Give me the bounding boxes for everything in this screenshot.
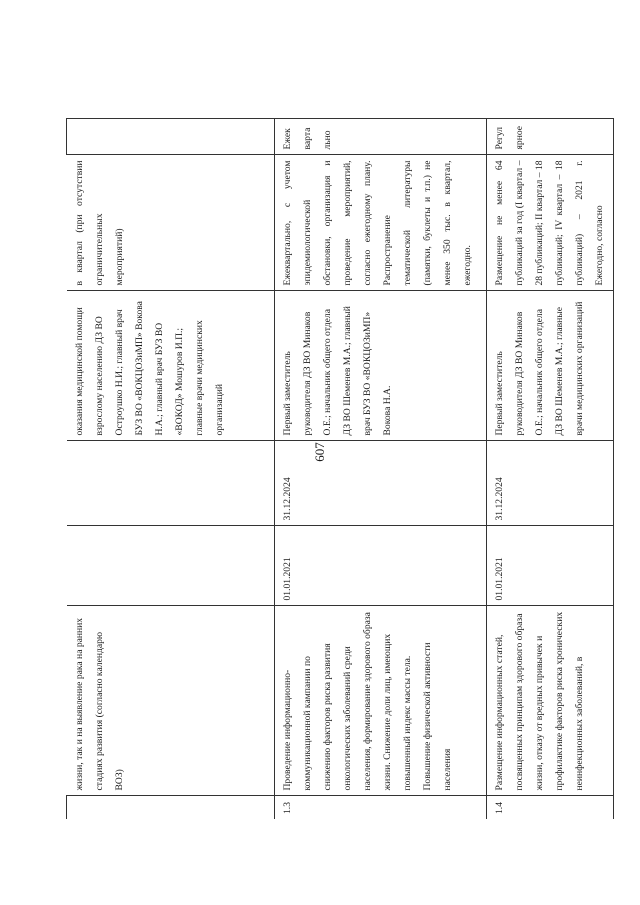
result-cell: Размещение не менее 64 публикаций за год (I квартал – 28 публикаций; II квартал – 18 публикаций; IV квартал – 18 публикаций) – 2021 г. Ежегодно, согласно — [487, 155, 614, 291]
measure-title-text: жизни, так и на выявление рака на ранних стадиях развития (согласно календарю ВОЗ) — [73, 617, 125, 791]
frequency-cell — [67, 119, 275, 155]
start-date-cell: 01.01.2021 — [487, 526, 614, 606]
measure-title-cell — [67, 606, 275, 796]
rotated-page-content — [66, 119, 608, 819]
end-date-cell — [67, 441, 275, 526]
responsible-cell: Первый заместитель руководителя ДЗ ВО Минаков О.Е.; начальник общего отдела ДЗ ВО Шеменев М.А.; главный врач БУЗ ВО «ВОКЦОЗиМП» Вокова Н.А. — [275, 291, 487, 441]
row-number-cell: 1.4 — [487, 796, 614, 819]
row-number-cell: 1.3 — [275, 796, 487, 819]
table-row — [67, 119, 275, 819]
table-row — [487, 119, 614, 819]
page-number: 607 — [312, 442, 327, 462]
result-cell: Ежеквартально, с учетом эпидемиологической обстановки, организация и проведение мероприятий, согласно ежегодному плану. Распространение тематической литературы (памятки, буклеты и т.п.) не менее 350 тыс. в квартал, ежегодно. — [275, 155, 487, 291]
end-date-cell: 31.12.2024 — [487, 441, 614, 526]
result-cell: в квартал (при отсутствии ограничительных мероприятий) — [67, 155, 275, 291]
start-date-cell: 01.01.2021 — [275, 526, 487, 606]
responsible-cell: оказания медицинской помощи взрослому населению ДЗ ВО Остроушко Н.И.; главный врач БУЗ ВО «ВОКЦОЗиМП» Вокова Н.А.; главный врач БУЗ ВО «ВОКОД» Мошуров И.П.; главные врачи медицинских организаций — [67, 291, 275, 441]
measures-table — [66, 119, 614, 820]
frequency-cell: Регулярное — [487, 119, 614, 155]
start-date-cell — [67, 526, 275, 606]
measure-title-cell: Проведение информационно-коммуникационной кампании по снижению факторов риска развития онкологических заболеваний среди населения, формирование здорового образа жизни. Снижение доли лиц, имеющих повышенный индекс массы тела. Повышение физической активности населения — [275, 606, 487, 796]
end-date-cell: 31.12.2024 — [275, 441, 487, 526]
row-number-cell — [67, 796, 275, 819]
measure-title-cell: Размещение информационных статей, посвященных принципам здорового образа жизни, отказу от вредных привычек и профилактике факторов риска хронических неинфекционных заболеваний, в — [487, 606, 614, 796]
table-row — [275, 119, 487, 819]
responsible-cell: Первый заместитель руководителя ДЗ ВО Минаков О.Е.; начальник общего отдела ДЗ ВО Шеменев М.А.; главные врачи медицинских организаций — [487, 291, 614, 441]
frequency-cell: Ежеквартально — [275, 119, 487, 155]
